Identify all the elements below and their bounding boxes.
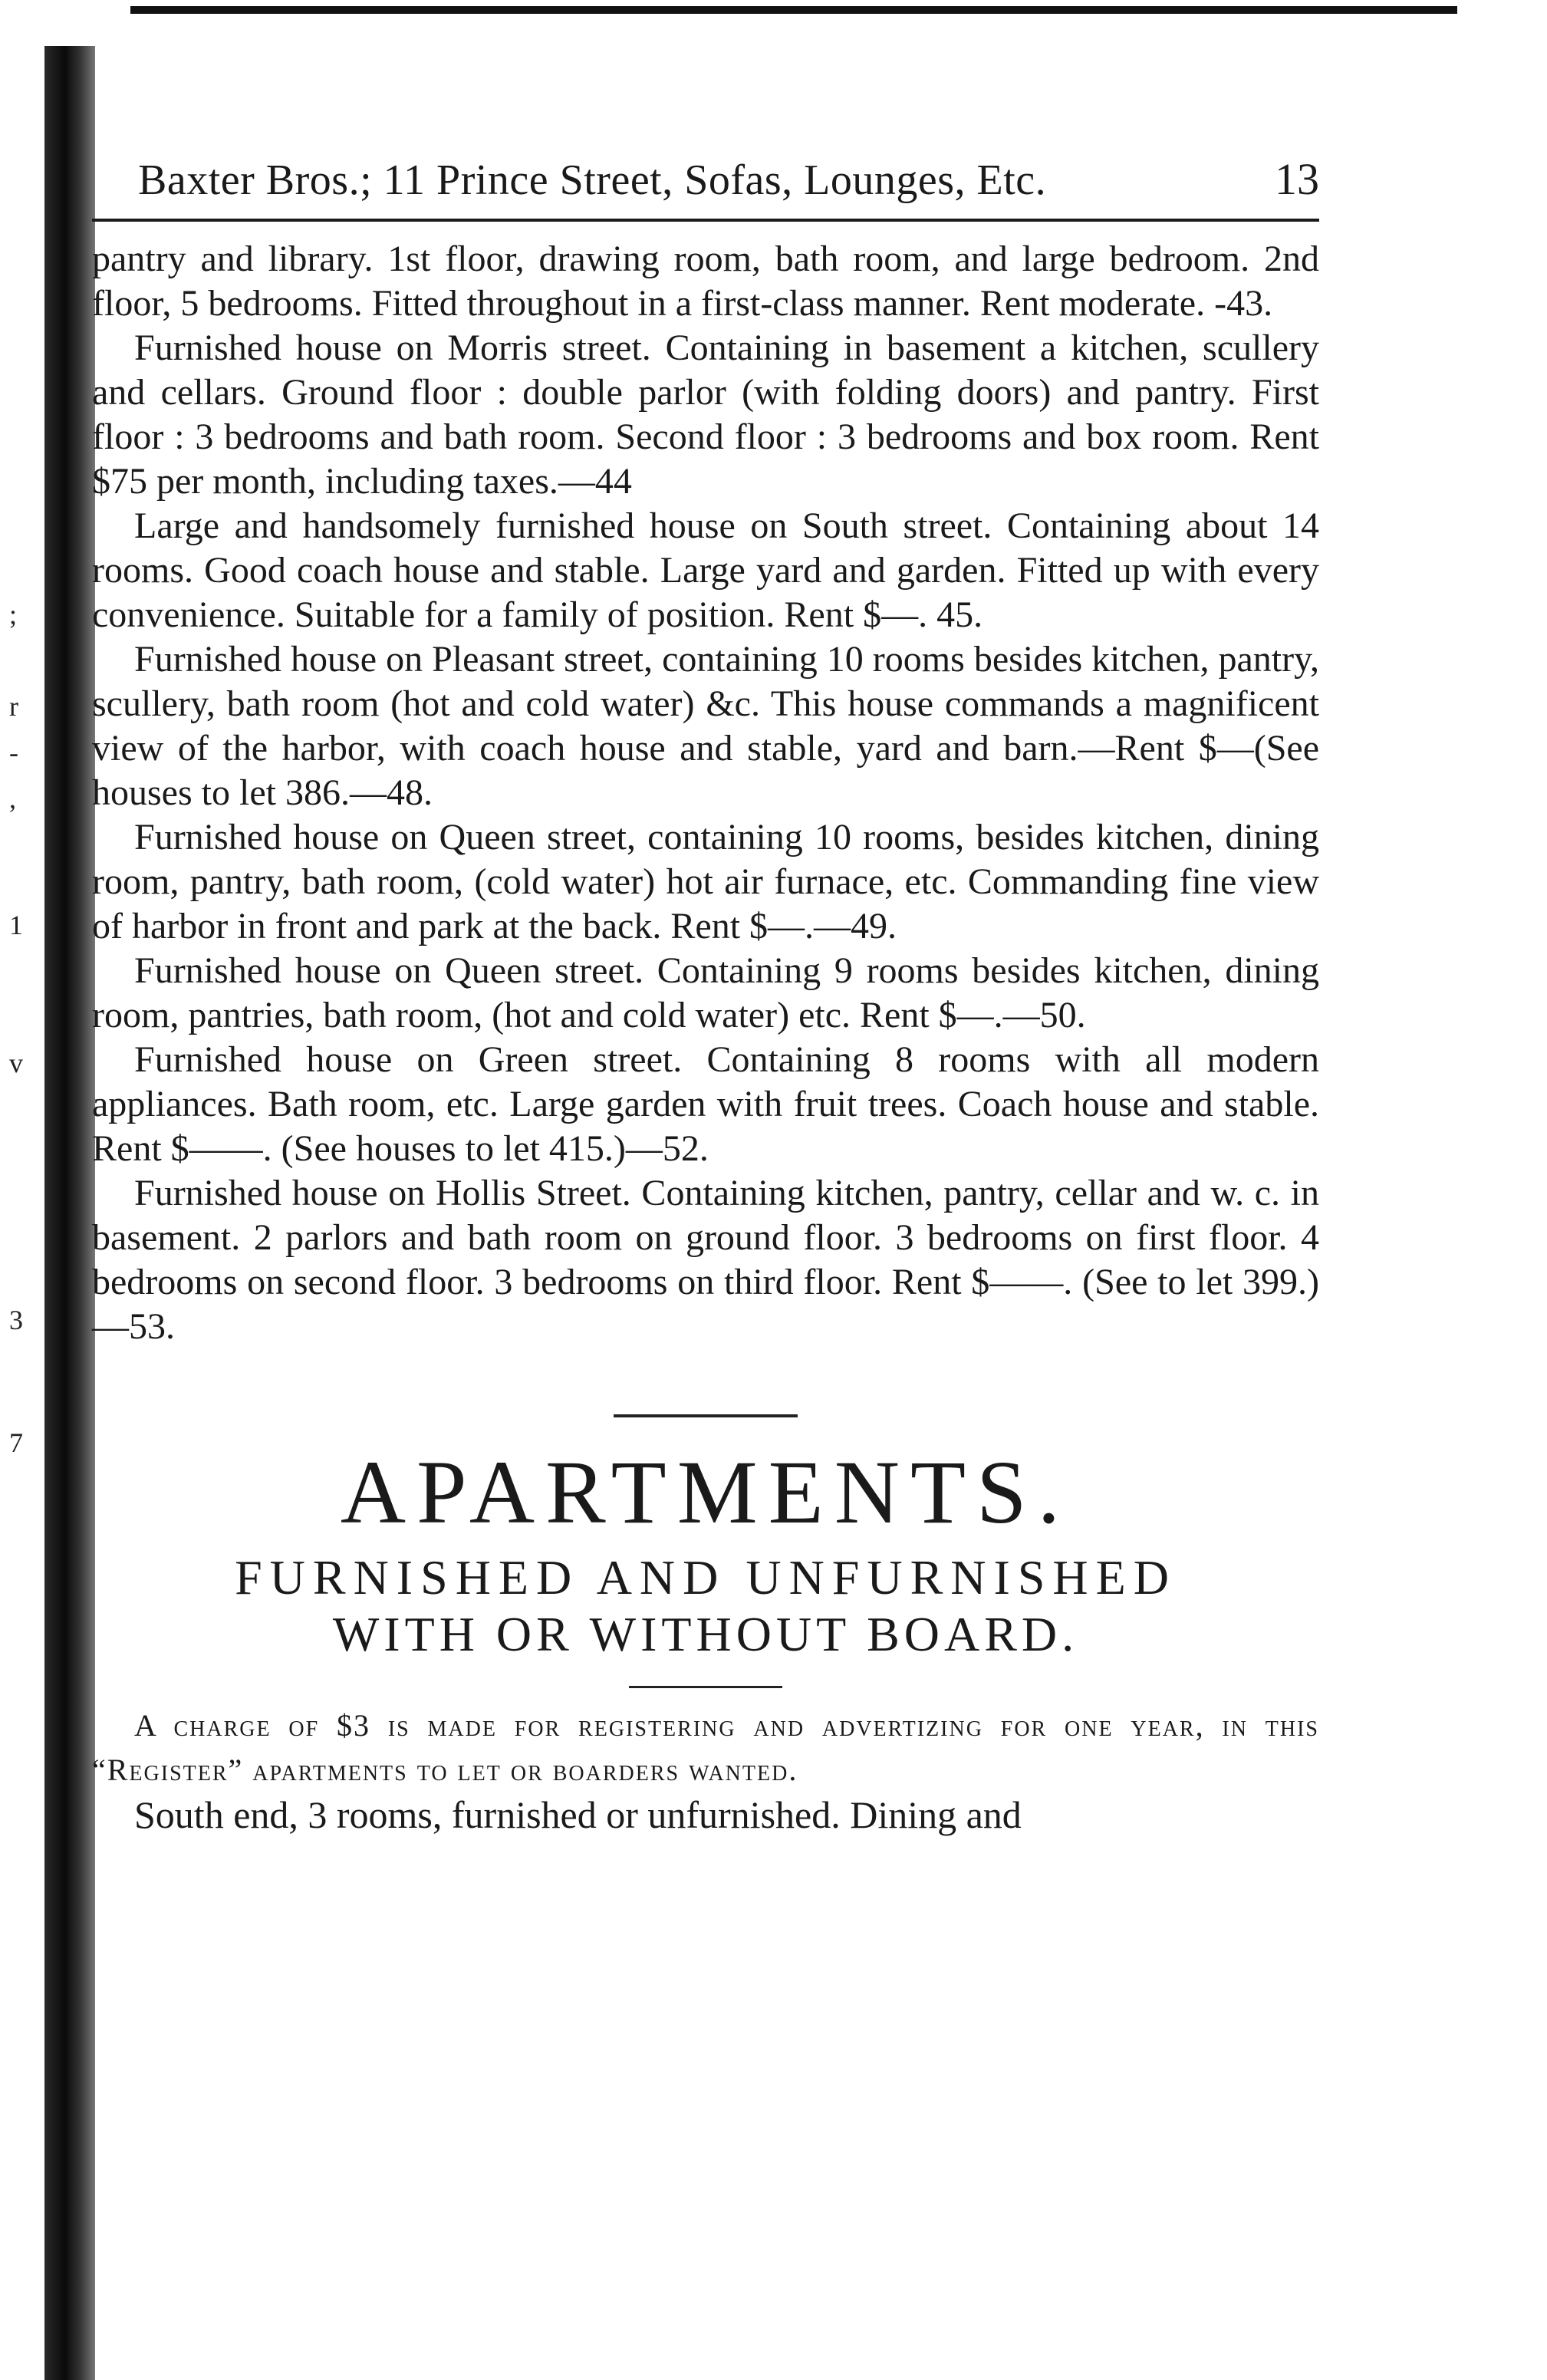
gutter-mark: ; bbox=[9, 599, 18, 630]
gutter-mark: r bbox=[9, 691, 18, 722]
notice-rule bbox=[629, 1686, 782, 1688]
page-number: 13 bbox=[1275, 154, 1319, 204]
house-listings bbox=[92, 222, 1319, 1349]
gutter-mark: v bbox=[9, 1048, 23, 1078]
listing-paragraph: pantry and library. 1st floor, drawing room, bath room, and large bedroom. 2nd floor, 5 bedrooms. Fitted throughout in a first-class manner. Rent moderate. -43. bbox=[92, 239, 1319, 324]
top-edge-rule bbox=[130, 6, 1457, 14]
listing-paragraph: Furnished house on Morris street. Containing in basement a kitchen, scullery and cellars. Ground floor : double parlor (with folding doors) and pantry. First floor : 3 bedrooms and bath room. Second floor : 3 bedrooms and box room. Rent $75 per month, including taxes.—44 bbox=[92, 328, 1319, 502]
listing-paragraph: Furnished house on Pleasant street, containing 10 rooms besides kitchen, pantry, scullery, bath room (hot and cold water) &c. This house commands a magnificent view of the harbor, with coach house and stable, yard and barn.—Rent $—(See houses to let 386.—48. bbox=[92, 639, 1319, 813]
apartments-subheading-board: WITH OR WITHOUT BOARD. bbox=[332, 1607, 1079, 1661]
gutter-mark: 3 bbox=[9, 1305, 23, 1335]
listing-paragraph: Large and handsomely furnished house on South street. Containing about 14 rooms. Good coach house and stable. Large yard and garden. Fitted up with every convenience. Suitable for a family of position. Rent $—. 45. bbox=[92, 505, 1319, 635]
apartments-heading: APARTMENTS. bbox=[340, 1442, 1071, 1542]
page bbox=[92, 123, 1319, 1837]
apartments-subheading: FURNISHED AND UNFURNISHED bbox=[235, 1550, 1177, 1605]
binding-spine bbox=[44, 46, 95, 2380]
section-divider bbox=[614, 1414, 798, 1417]
apartment-listing: South end, 3 rooms, furnished or unfurnished. Dining and bbox=[134, 1793, 1022, 1836]
listing-paragraph: Furnished house on Hollis Street. Containing kitchen, pantry, cellar and w. c. in basement. 2 parlors and bath room on ground floor. 3 bedrooms on first floor. 4 bedrooms on second floor. 3 bedrooms on third floor. Rent $——. (See to let 399.)—53. bbox=[92, 1173, 1319, 1347]
registration-notice: A charge of $3 is made for registering and advertizing for one year, in this “Register” apartments to let or boarders wanted. bbox=[92, 1708, 1319, 1787]
listing-paragraph: Furnished house on Queen street, containing 10 rooms, besides kitchen, dining room, pantry, bath room, (cold water) hot air furnace, etc. Commanding fine view of harbor in front and park at the back. Rent $—.—49. bbox=[92, 817, 1319, 946]
gutter-mark: , bbox=[9, 783, 16, 814]
gutter-mark: 1 bbox=[9, 910, 23, 940]
listing-paragraph: Furnished house on Queen street. Containing 9 rooms besides kitchen, dining room, pantries, bath room, (hot and cold water) etc. Rent $—.—50. bbox=[92, 950, 1319, 1035]
header-title: Baxter Bros.; 11 Prince Street, Sofas, Lounges, Etc. bbox=[138, 156, 1047, 204]
gutter-mark: 7 bbox=[9, 1427, 23, 1458]
listing-paragraph: Furnished house on Green street. Containing 8 rooms with all modern appliances. Bath room, etc. Large garden with fruit trees. Coach house and stable. Rent $——. (See houses to let 415.)—52. bbox=[92, 1039, 1319, 1169]
running-header bbox=[92, 123, 1319, 222]
gutter-mark: - bbox=[9, 737, 18, 768]
